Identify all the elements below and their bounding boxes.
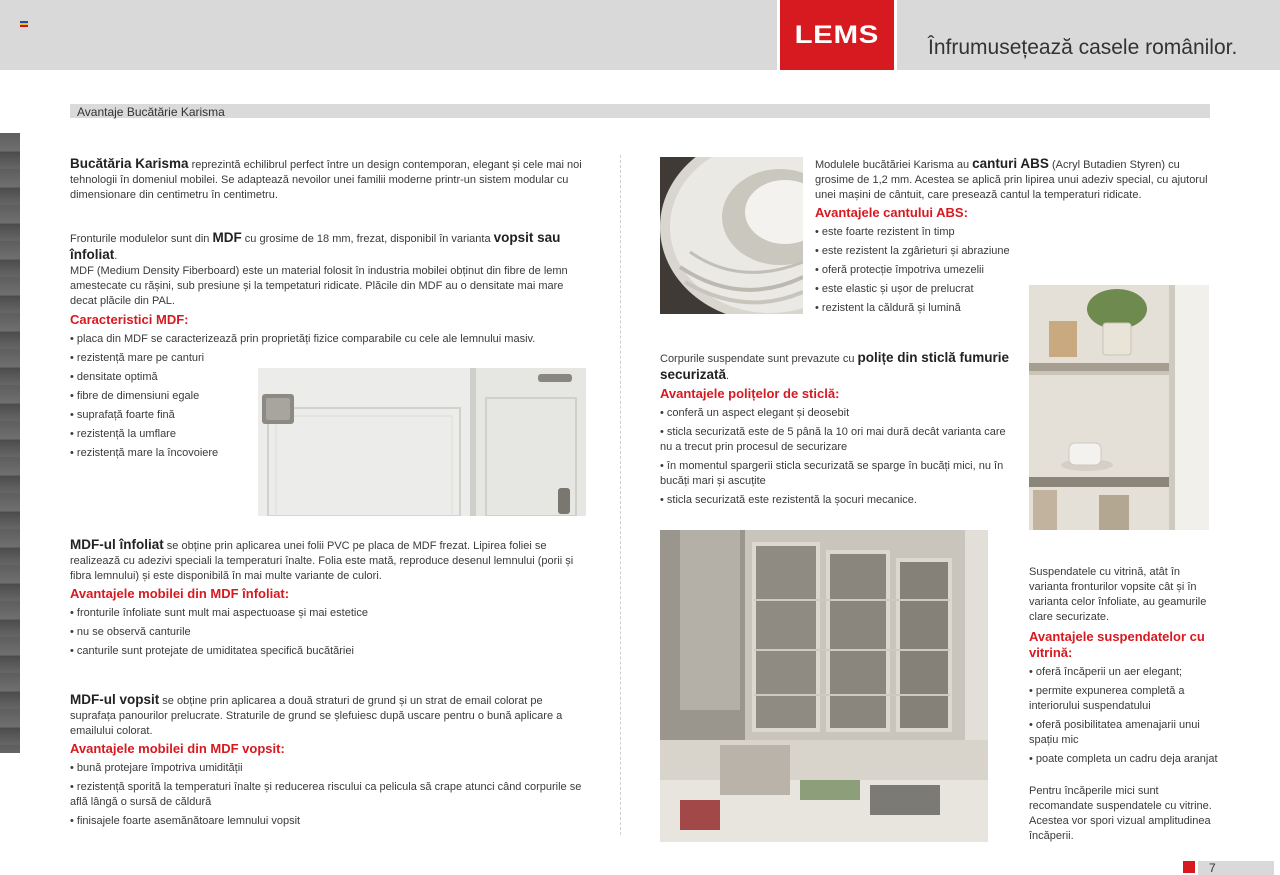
list-item: • conferă un aspect elegant și deosebit	[660, 406, 1015, 421]
list-item: • oferă posibilitatea amenajarii unui spațiu mic	[1029, 718, 1219, 748]
vitrina-list	[1029, 665, 1219, 771]
glass-end: .	[726, 370, 730, 382]
list-item: • în momentul spargerii sticla securizată se sparge în bucăți mici, nu în bucăți mari și ascuțite	[660, 459, 1015, 489]
list-item: • rezistent la căldură și lumină	[815, 301, 1025, 316]
list-item: • oferă încăperii un aer elegant;	[1029, 665, 1219, 680]
vitrina-heading: Avantajele suspendatelor cu vitrină:	[1029, 629, 1205, 660]
list-item: • este rezistent la zgârieturi și abraziune	[815, 244, 1025, 259]
fronts-mid: cu grosime de 18 mm, frezat, disponibil în varianta	[241, 233, 494, 245]
fronts-bold-variant: vopsit sau înfoliat	[70, 230, 561, 262]
flag-icon	[20, 21, 28, 27]
list-item: • rezistență la umflare	[70, 427, 590, 442]
fronts-end: .	[114, 250, 118, 262]
list-item: • canturile sunt protejate de umiditatea specifică bucătăriei	[70, 644, 590, 659]
list-item: • nu se observă canturile	[70, 625, 590, 640]
vitrina-paragraph: Suspendatele cu vitrină, atât în varianta fronturilor vopsite cât și în varianta celor înfoliate, au geamurile clare securizate.	[1029, 566, 1207, 623]
abs-bold: canturi ABS	[972, 156, 1049, 171]
list-item: • densitate optimă	[70, 370, 590, 385]
page-number: 7	[1209, 861, 1216, 875]
intro-text: reprezintă echilibrul perfect între un design contemporan, elegant și cele mai noi tehnologii în domeniul mobilei. Se adaptează nevoilor unei familii moderne printr-un sistem modular cu dimensionare din centimetru în centimetru.	[70, 159, 582, 201]
page-number-marker	[1183, 861, 1195, 873]
fronts-bold-mdf: MDF	[212, 230, 242, 245]
infoliat-bold: MDF-ul înfoliat	[70, 537, 164, 552]
vopsit-bold: MDF-ul vopsit	[70, 692, 160, 707]
list-item: • rezistență mare la încovoiere	[70, 446, 590, 461]
abs-list	[815, 225, 1025, 320]
list-item: • fronturile înfoliate sunt mult mai aspectuoase și mai estetice	[70, 606, 590, 621]
infoliat-text: se obține prin aplicarea unei folii PVC pe placa de MDF frezat. Lipirea foliei se realizează cu adezivi speciali la temperaturi înalte. Folia este mată, reproduce desenul lemnului (porii și fibra lemnului) și este disponibilă în mai multe variante de culori.	[70, 540, 574, 582]
list-item: • bună protejare împotriva umidității	[70, 761, 590, 776]
glass-paragraph	[660, 350, 1015, 384]
mdf-door-photo	[258, 368, 586, 516]
column-divider	[620, 155, 621, 835]
vopsit-heading: Avantajele mobilei din MDF vopsit:	[70, 741, 285, 756]
mdf-heading: Caracteristici MDF:	[70, 312, 189, 327]
list-item: • permite expunerea completă a interiorului suspendatului	[1029, 684, 1219, 714]
vopsit-list	[70, 761, 590, 833]
infoliat-list	[70, 606, 590, 663]
list-item: • sticla securizată este de 5 până la 10 ori mai dură decât varianta care nu a trecut prin procesul de securizare	[660, 425, 1015, 455]
intro-paragraph	[70, 156, 590, 203]
intro-bold: Bucătăria Karisma	[70, 156, 189, 171]
left-edge-photo-strip	[0, 133, 20, 753]
list-item: • rezistență mare pe canturi	[70, 351, 590, 366]
header-tagline: Înfrumusețează casele românilor.	[928, 36, 1238, 59]
fronts-pre: Fronturile modulelor sunt din	[70, 233, 213, 245]
list-item: • fibre de dimensiuni egale	[70, 389, 590, 404]
list-item: • finisajele foarte asemănătoare lemnului vopsit	[70, 814, 590, 829]
abs-edge-roll-photo	[660, 157, 803, 314]
glass-shelf-photo	[1029, 285, 1209, 530]
glass-bold: polițe din sticlă fumurie securizată	[660, 350, 1010, 382]
fronts-paragraph	[70, 230, 590, 264]
infoliat-paragraph	[70, 537, 590, 584]
glass-heading: Avantajele polițelor de sticlă:	[660, 386, 840, 401]
list-item: • rezistență sporită la temperaturi înalte și reducerea riscului ca pelicula să crape atunci când corpurile se află lângă o sursă de căldură	[70, 780, 590, 810]
mdf-description: MDF (Medium Density Fiberboard) este un material folosit în industria mobilei obținut din fibre de lemn amestecate cu rășini, sub presiune și la tempetaturi ridicate. Plăcile din MDF au o densitate mai mare decat plăcile din PAL.	[70, 265, 568, 307]
brand-logo	[777, 0, 897, 70]
vopsit-text: se obține prin aplicarea a două straturi de grund și un strat de email colorat pe suprafața panourilor prelucrate. Straturile de grund se șlefuiesc după uscare pentru o bună aplicare a emailului colorat.	[70, 695, 563, 737]
section-bar	[70, 104, 1210, 118]
brand-logo-text: LEMS	[794, 20, 880, 49]
glass-pre: Corpurile suspendate sunt prevazute cu	[660, 353, 858, 365]
abs-heading: Avantajele cantului ABS:	[815, 205, 968, 220]
abs-text: (Acryl Butadien Styren) cu grosime de 1,2 mm. Acestea se aplică prin lipirea unui adeziv special, cu ajutorul unei mașini de cântuit, care presează cantul la temperaturi ridicate.	[815, 159, 1208, 201]
vopsit-paragraph	[70, 692, 590, 739]
list-item: • poate completa un cadru deja aranjat	[1029, 752, 1219, 767]
list-item: • placa din MDF se caracterizează prin proprietăți fizice comparabile cu cele ale lemnului masiv.	[70, 332, 590, 347]
glass-list	[660, 406, 1015, 512]
abs-pre: Modulele bucătăriei Karisma au	[815, 159, 973, 171]
list-item: • este foarte rezistent în timp	[815, 225, 1025, 240]
infoliat-heading: Avantajele mobilei din MDF înfoliat:	[70, 586, 290, 601]
abs-paragraph	[815, 156, 1210, 203]
list-item: • sticla securizată este rezistentă la șocuri mecanice.	[660, 493, 1015, 508]
list-item: • suprafață foarte fină	[70, 408, 590, 423]
section-title: Avantaje Bucătărie Karisma	[77, 105, 225, 119]
list-item: • este elastic și ușor de prelucrat	[815, 282, 1025, 297]
kitchen-vitrine-photo	[660, 530, 988, 842]
vitrina-footer: Pentru încăperile mici sunt recomandate suspendatele cu vitrine. Acestea vor spori vizual amplitudinea încăperii.	[1029, 785, 1212, 842]
list-item: • oferă protecție împotriva umezelii	[815, 263, 1025, 278]
